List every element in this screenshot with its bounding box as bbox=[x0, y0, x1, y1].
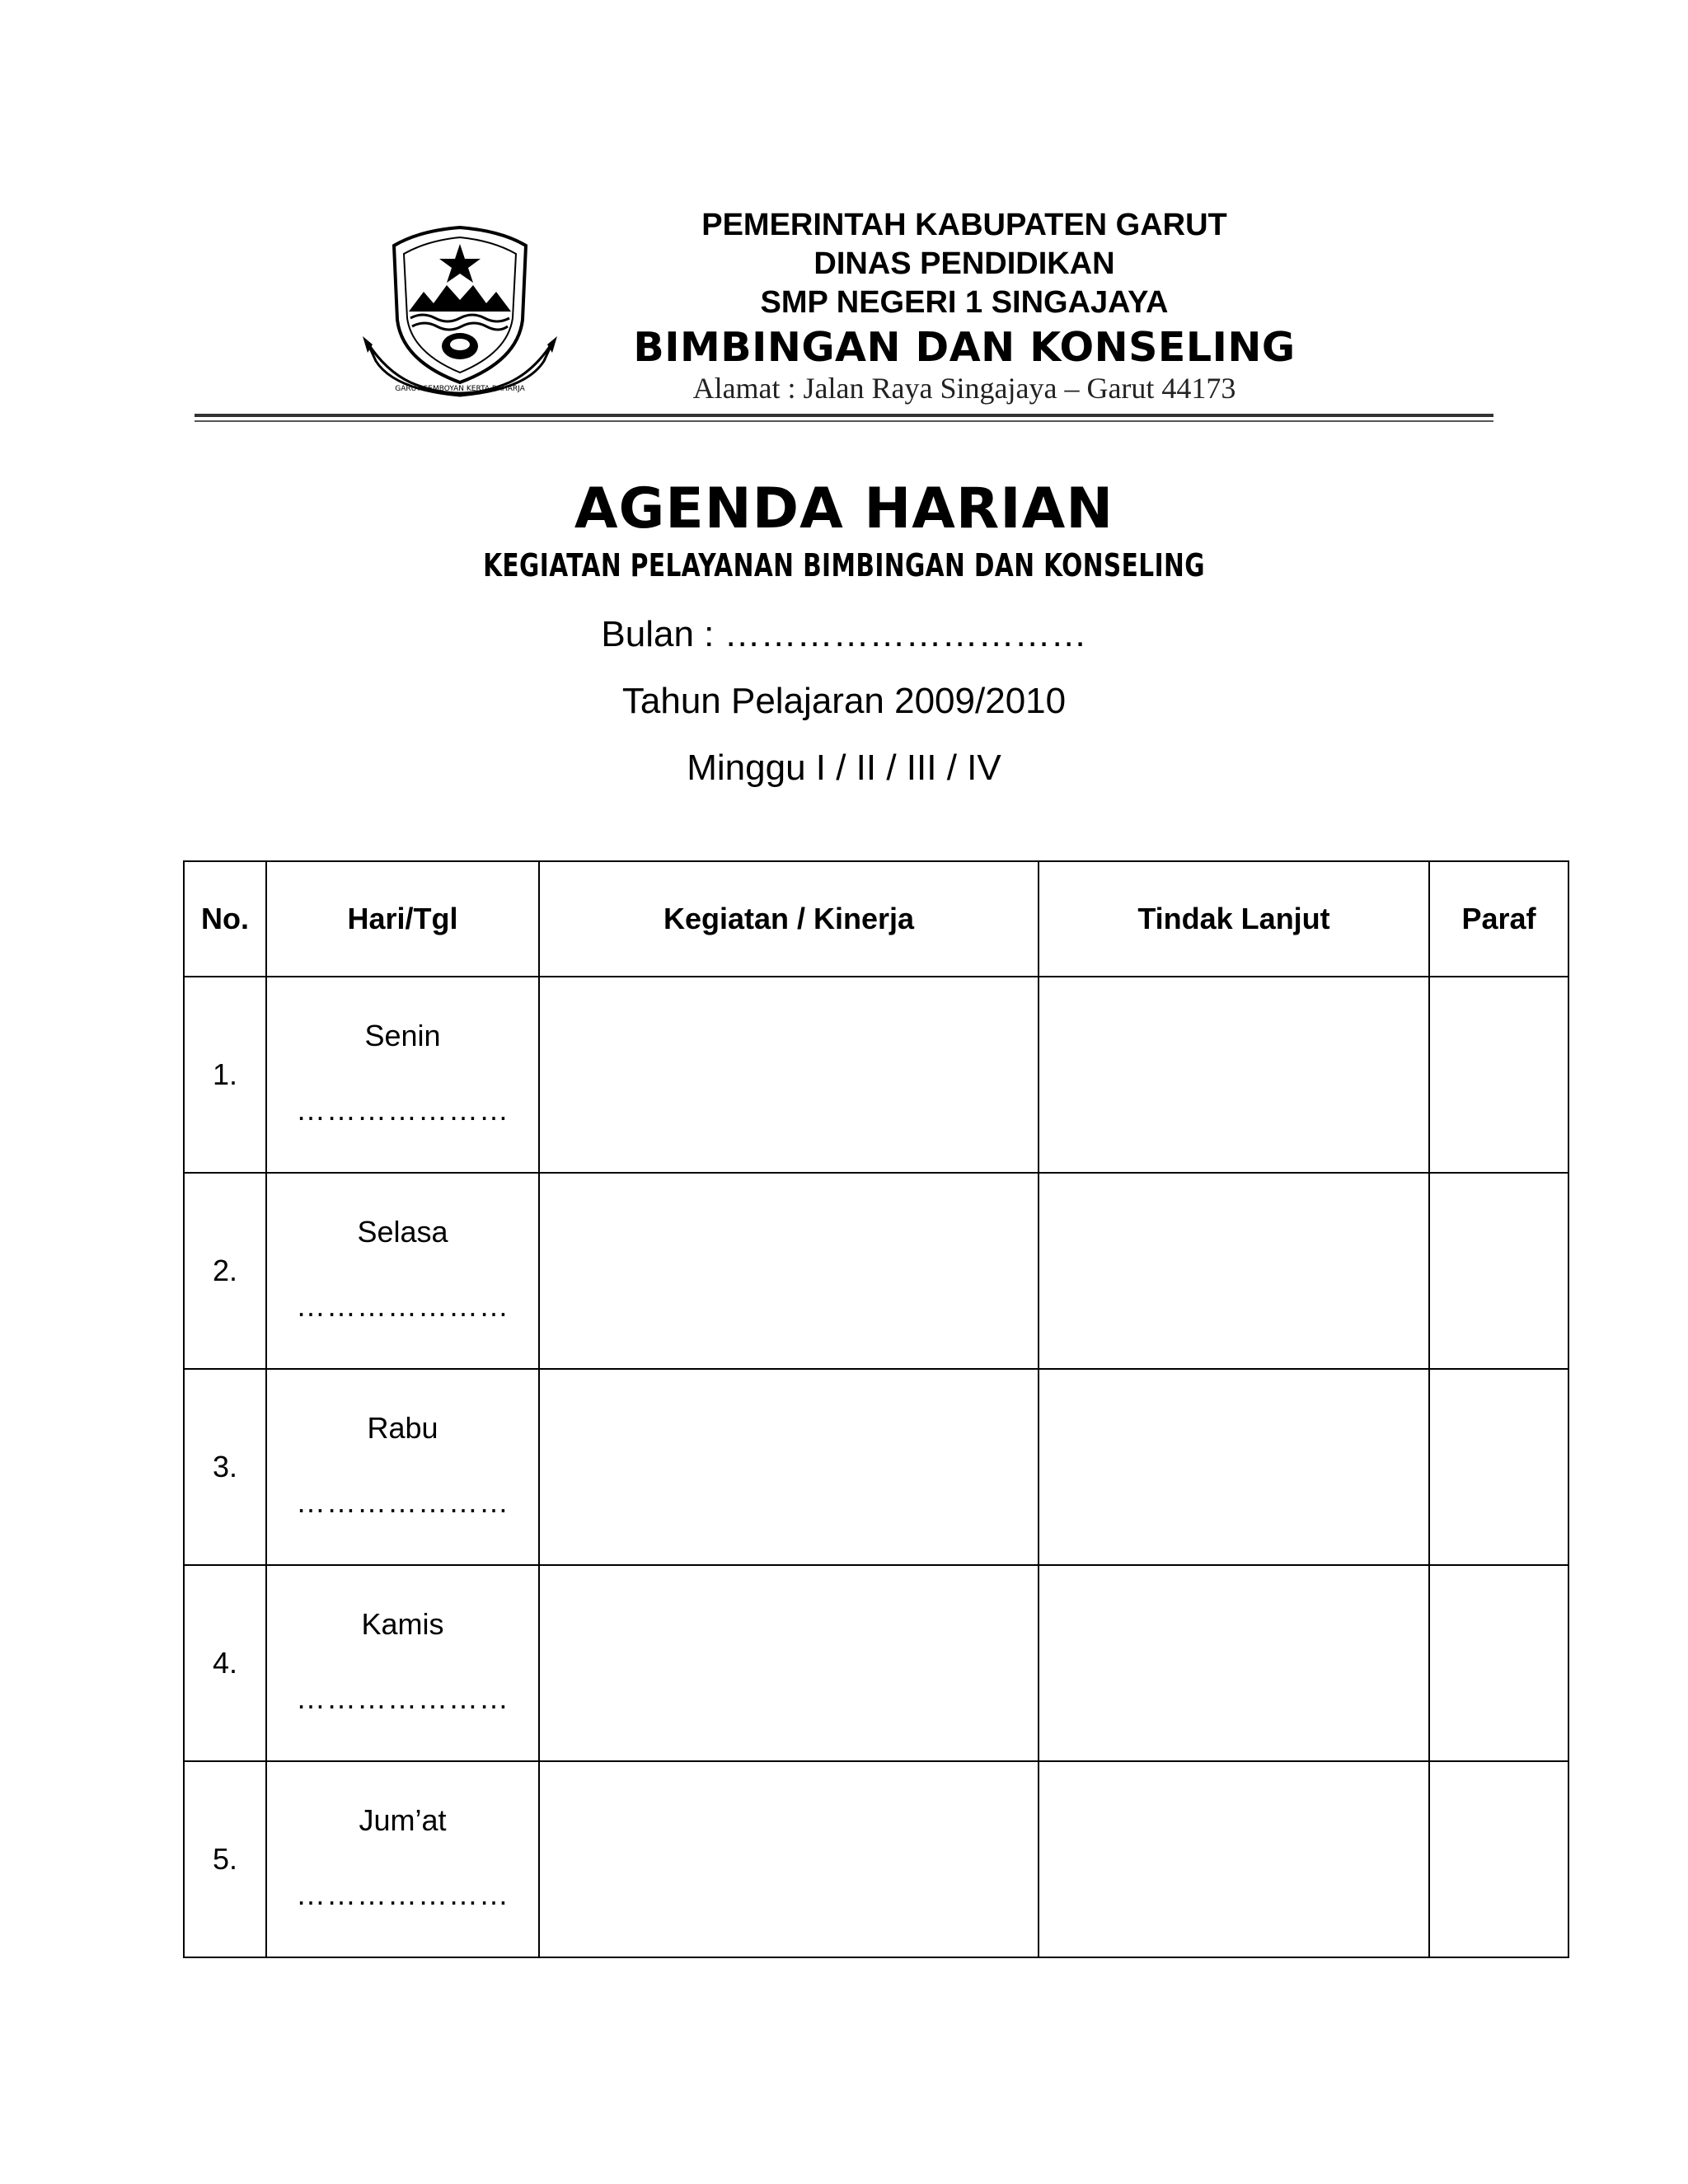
table-row bbox=[184, 977, 1568, 1173]
row-number: 1. bbox=[184, 977, 266, 1173]
document-title: AGENDA HARIAN bbox=[574, 476, 1114, 541]
column-header-follow-up: Tindak Lanjut bbox=[1039, 861, 1429, 977]
column-header-signature: Paraf bbox=[1429, 861, 1568, 977]
column-header-no: No. bbox=[184, 861, 266, 977]
day-date-cell bbox=[266, 1565, 539, 1761]
signature-cell bbox=[1429, 1173, 1568, 1369]
row-number: 2. bbox=[184, 1173, 266, 1369]
week-selector: Minggu I / II / III / IV bbox=[687, 748, 1001, 788]
letterhead-school: SMP NEGERI 1 SINGAJAYA bbox=[760, 285, 1169, 320]
table-header-row bbox=[184, 861, 1568, 977]
letterhead-divider-thick bbox=[195, 414, 1493, 417]
day-date-cell bbox=[266, 977, 539, 1173]
follow-up-cell bbox=[1039, 1761, 1429, 1957]
table-row bbox=[184, 1369, 1568, 1565]
row-number: 3. bbox=[184, 1369, 266, 1565]
activity-cell bbox=[539, 1369, 1039, 1565]
follow-up-cell bbox=[1039, 1369, 1429, 1565]
letterhead-divider-thin bbox=[195, 420, 1493, 422]
follow-up-cell bbox=[1039, 977, 1429, 1173]
letterhead-address: Alamat : Jalan Raya Singajaya – Garut 44173 bbox=[692, 372, 1236, 405]
day-date-cell bbox=[266, 1761, 539, 1957]
day-date-cell bbox=[266, 1173, 539, 1369]
date-blank: ………………… bbox=[296, 1877, 509, 1911]
date-blank: ………………… bbox=[296, 1093, 509, 1127]
signature-cell bbox=[1429, 1565, 1568, 1761]
svg-text:GARUT SEMBOYAN KERTA RAHARJA: GARUT SEMBOYAN KERTA RAHARJA bbox=[395, 385, 525, 393]
column-header-activity: Kegiatan / Kinerja bbox=[539, 861, 1039, 977]
document-subtitle: KEGIATAN PELAYANAN BIMBINGAN DAN KONSELING bbox=[483, 547, 1205, 583]
garut-regency-crest-logo bbox=[361, 221, 559, 402]
follow-up-cell bbox=[1039, 1173, 1429, 1369]
activity-cell bbox=[539, 1565, 1039, 1761]
table-row bbox=[184, 1761, 1568, 1957]
date-blank: ………………… bbox=[296, 1289, 509, 1323]
signature-cell bbox=[1429, 977, 1568, 1173]
day-name: Senin bbox=[364, 1019, 441, 1052]
day-name: Kamis bbox=[361, 1607, 444, 1641]
signature-cell bbox=[1429, 1369, 1568, 1565]
row-number: 4. bbox=[184, 1565, 266, 1761]
month-field: Bulan : ………………………… bbox=[601, 614, 1087, 654]
letterhead-department: DINAS PENDIDIKAN bbox=[814, 246, 1115, 281]
follow-up-cell bbox=[1039, 1565, 1429, 1761]
table-row bbox=[184, 1565, 1568, 1761]
date-blank: ………………… bbox=[296, 1485, 509, 1519]
agenda-table bbox=[183, 860, 1569, 1958]
day-name: Rabu bbox=[367, 1411, 438, 1445]
letterhead-unit: BIMBINGAN DAN KONSELING bbox=[633, 324, 1296, 371]
table-row bbox=[184, 1173, 1568, 1369]
activity-cell bbox=[539, 1761, 1039, 1957]
activity-cell bbox=[539, 1173, 1039, 1369]
row-number: 5. bbox=[184, 1761, 266, 1957]
signature-cell bbox=[1429, 1761, 1568, 1957]
day-date-cell bbox=[266, 1369, 539, 1565]
day-name: Selasa bbox=[357, 1215, 448, 1249]
date-blank: ………………… bbox=[296, 1681, 509, 1715]
academic-year: Tahun Pelajaran 2009/2010 bbox=[621, 681, 1067, 721]
day-name: Jum’at bbox=[359, 1803, 447, 1837]
letterhead-government: PEMERINTAH KABUPATEN GARUT bbox=[701, 208, 1227, 242]
column-header-day-date: Hari/Tgl bbox=[266, 861, 539, 977]
activity-cell bbox=[539, 977, 1039, 1173]
